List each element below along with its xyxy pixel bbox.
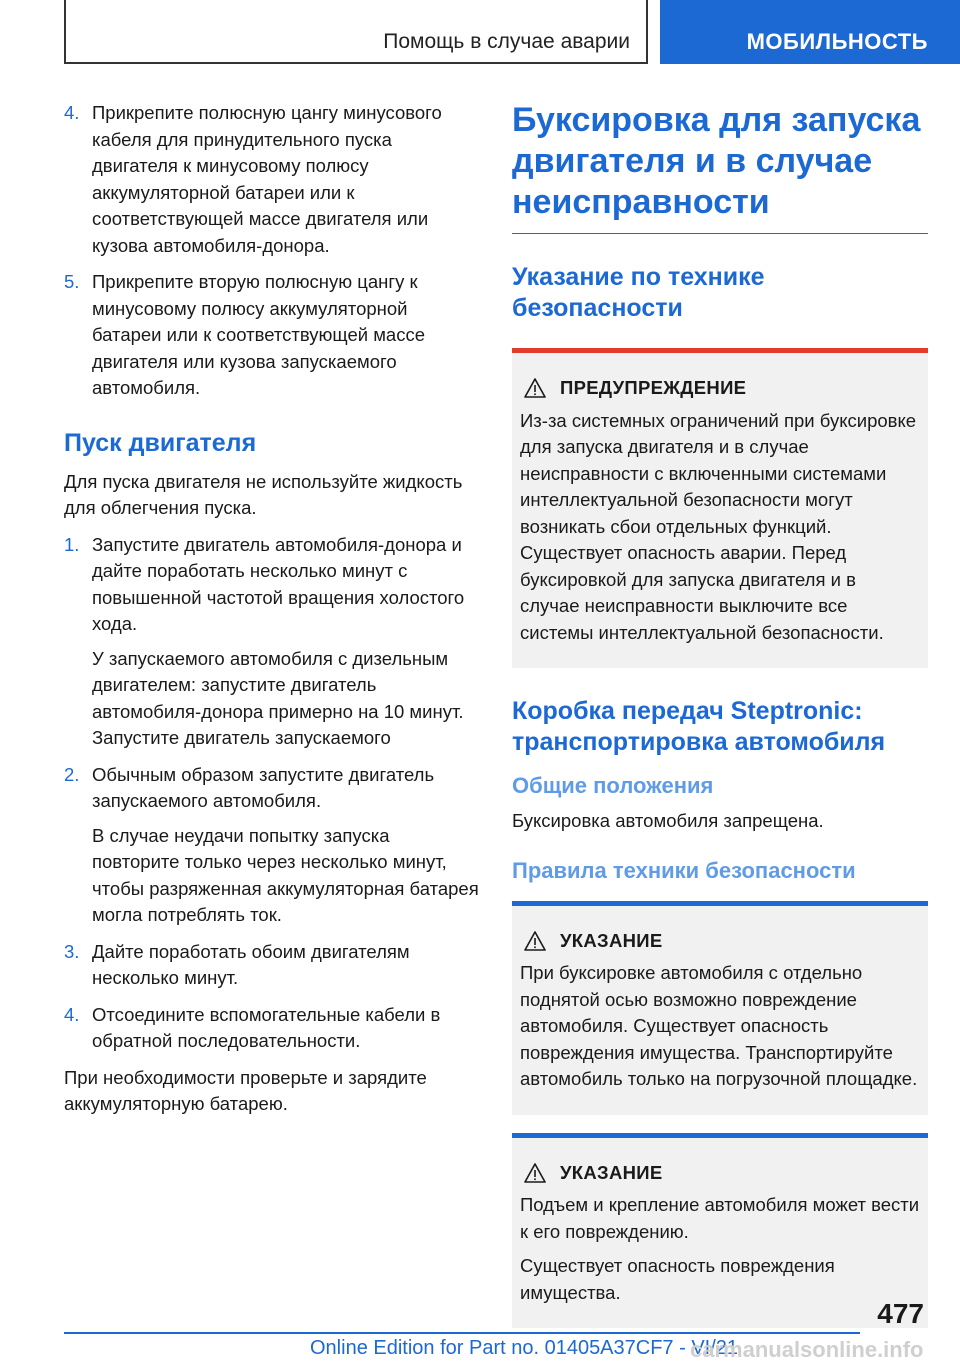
notice-box-title — [520, 928, 920, 955]
item-text: Запустите двигатель автомобиля-донора и дайте поработать несколько минут с повышенной частотой вращения холостого хода. — [92, 533, 465, 634]
item-number: 3. — [64, 940, 80, 962]
warning-text: Из-за системных ограничений при буксировке для запуска двигателя и в случае неисправности с включенными системами интеллектуальной безопасности могут возникать сбои отдельных функций. Существует опасность аварии. Перед буксировкой для запуска двигателя и в случае неисправности выключите все системы интеллектуальной безопасности. — [520, 409, 917, 643]
general-text: Буксировка автомобиля запрещена. — [512, 810, 824, 831]
item-subtext: В случае неудачи попытку запуска повторите только через несколько минут, чтобы разряженная аккумуляторная батарея могла потреблять ток. — [92, 824, 479, 925]
warning-label: ПРЕДУПРЕЖДЕНИЕ — [560, 377, 747, 398]
warning-box — [512, 348, 928, 668]
header-section-box — [64, 0, 648, 64]
warning-triangle-icon — [524, 1163, 546, 1183]
header-chapter-title: МОБИЛЬНОСТЬ — [746, 29, 928, 54]
item-number: 5. — [64, 271, 80, 292]
item-number: 4. — [64, 1003, 80, 1025]
notice-box — [512, 901, 928, 1115]
engine-start-intro: Для пуска двигателя не используйте жидкость для облегчения пуска. — [64, 470, 463, 518]
item-text: Прикрепите полюсную цангу минусового кабеля для принудительного пуска двигателя к минусовому полюсу аккумуляторной батареи или к соответствующей массе двигателя или кузова автомобиля-донора. — [92, 102, 442, 256]
item-text: Дайте поработать обоим двигателям несколько минут. — [92, 940, 410, 988]
list-item — [64, 532, 480, 752]
warning-triangle-icon — [524, 378, 546, 398]
item-number: 1. — [64, 533, 80, 555]
item-text: Прикрепите вторую полюсную цангу к минусовому полюсу аккумуляторной батареи или к соответствующей массе двигателя или кузова запускаемого автомобиля. — [92, 271, 425, 398]
notice-text: Существует опасность повреждения имущества. — [520, 1255, 835, 1303]
warning-box-title — [520, 375, 920, 402]
towing-title: Буксировка для запуска двигателя и в случае неисправности — [512, 100, 928, 234]
notice-box — [512, 1133, 928, 1329]
steptronic-heading: Коробка передач Steptronic: транспортировка автомобиля — [512, 697, 886, 756]
list-item — [64, 762, 480, 929]
footer-edition: Online Edition for Part no. 01405A37CF7 - VI/21 — [310, 1337, 739, 1359]
header-section-title: Помощь в случае аварии — [383, 30, 630, 53]
notice-text: Подъем и крепление автомобиля может вести к его повреждению. — [520, 1194, 920, 1242]
list-item — [64, 100, 480, 259]
footer-divider — [64, 1332, 860, 1334]
notice-box-title — [520, 1160, 920, 1187]
list-item — [64, 1002, 480, 1055]
engine-start-outro: При необходимости проверьте и зарядите аккумуляторную батарею. — [64, 1066, 427, 1114]
engine-start-heading: Пуск двигателя — [64, 428, 257, 457]
header-chapter-tab — [660, 0, 960, 64]
list-item — [64, 939, 480, 992]
notice-label: УКАЗАНИЕ — [560, 929, 663, 951]
item-number: 4. — [64, 102, 80, 123]
watermark: carmanualsonline.info — [690, 1337, 924, 1362]
notice-text: При буксировке автомобиля с отдельно поднятой осью возможно повреждение автомобиля. Существует опасность повреждения имущества. Транспортируйте автомобиль только на погрузочной площадке. — [520, 962, 918, 1089]
item-text: Отсоедините вспомогательные кабели в обратной последовательности. — [92, 1003, 441, 1051]
safety-heading: Указание по технике безопасности — [512, 263, 765, 322]
page-number: 477 — [877, 1298, 924, 1329]
item-number: 2. — [64, 763, 80, 785]
right-column — [512, 100, 928, 1328]
left-column — [64, 100, 480, 1128]
rules-heading: Правила техники безопасности — [512, 857, 856, 883]
general-heading: Общие положения — [512, 773, 714, 798]
warning-triangle-icon — [524, 931, 546, 951]
item-subtext: У запускаемого автомобиля с дизельным двигателем: запустите двигатель автомобиля-донора примерно на 10 минут. Запустите двигатель запускаемого — [92, 647, 464, 748]
list-item — [64, 269, 480, 402]
notice-label: УКАЗАНИЕ — [560, 1161, 663, 1183]
item-text: Обычным образом запустите двигатель запускаемого автомобиля. — [92, 763, 435, 811]
